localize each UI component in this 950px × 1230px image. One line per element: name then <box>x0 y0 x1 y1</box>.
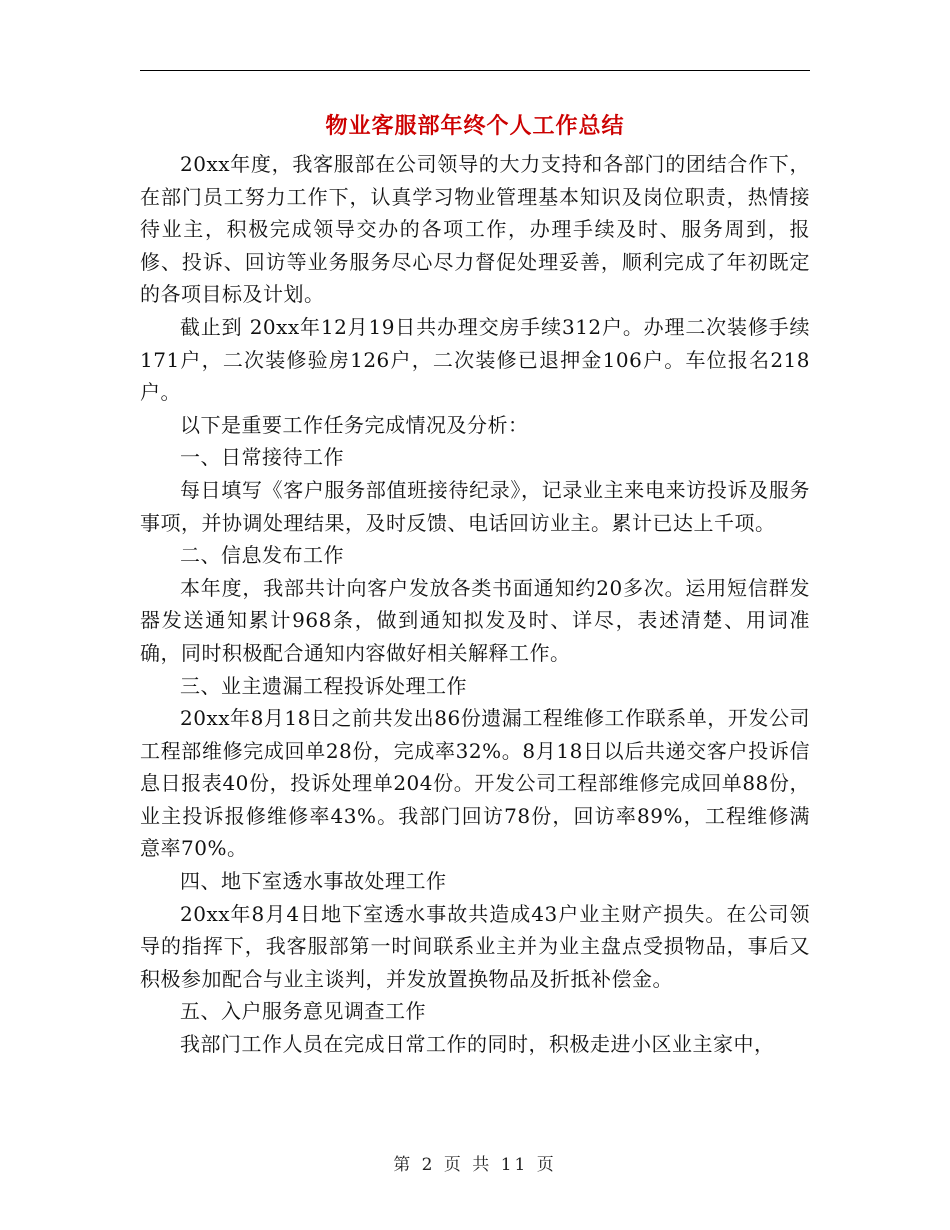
header-rule <box>140 70 810 71</box>
paragraph-survey: 我部门工作人员在完成日常工作的同时，积极走进小区业主家中， <box>180 1032 775 1057</box>
section-heading-survey: 五、入户服务意见调查工作 <box>180 999 426 1024</box>
section-heading-complaints: 三、业主遗漏工程投诉处理工作 <box>180 673 467 698</box>
paragraph-statistics: 截止到 20xx年12月19日共办理交房手续312户。办理二次装修手续171户，二次装修验房126户，二次装修已退押金106户。车位报名218户。 <box>140 314 810 405</box>
paragraph-overview: 以下是重要工作任务完成情况及分析： <box>180 412 529 437</box>
section-heading-reception: 一、日常接待工作 <box>180 445 344 470</box>
section-heading-notices: 二、信息发布工作 <box>180 543 344 568</box>
paragraph-notices: 本年度，我部共计向客户发放各类书面通知约20多次。运用短信群发器发送通知累计968条，做到通知拟发及时、详尽，表述清楚、用词准确，同时积极配合通知内容做好相关解释工作。 <box>140 575 810 665</box>
paragraph-basement: 20xx年8月4日地下室透水事故共造成43户业主财产损失。在公司领导的指挥下，我客服部第一时间联系业主并为业主盘点受损物品，事后又积极参加配合与业主谈判，并发放置换物品及折抵补偿金。 <box>140 901 810 991</box>
page-number-footer: 第 2 页 共 11 页 <box>393 1155 557 1175</box>
paragraph-complaints: 20xx年8月18日之前共发出86份遗漏工程维修工作联系单，开发公司工程部维修完成回单28份，完成率32%。8月18日以后共递交客户投诉信息日报表40份，投诉处理单204份。开发公司工程部维修完成回单88份，业主投诉报修维修率43%。我部门回访78份，回访率89%，工程维修满意率70%。 <box>140 706 810 861</box>
document-body <box>140 148 810 1061</box>
paragraph-intro: 20xx年度，我客服部在公司领导的大力支持和各部门的团结合作下，在部门员工努力工作下，认真学习物业管理基本知识及岗位职责，热情接待业主，积极完成领导交办的各项工作，办理手续及时、服务周到，报修、投诉、回访等业务服务尽心尽力督促处理妥善，顺利完成了年初既定的各项目标及计划。 <box>140 152 810 307</box>
document-title: 物业客服部年终个人工作总结 <box>325 113 625 139</box>
paragraph-reception: 每日填写《客户服务部值班接待纪录》，记录业主来电来访投诉及服务事项，并协调处理结果，及时反馈、电话回访业主。累计已达上千项。 <box>140 477 810 535</box>
section-heading-basement: 四、地下室透水事故处理工作 <box>180 869 447 894</box>
